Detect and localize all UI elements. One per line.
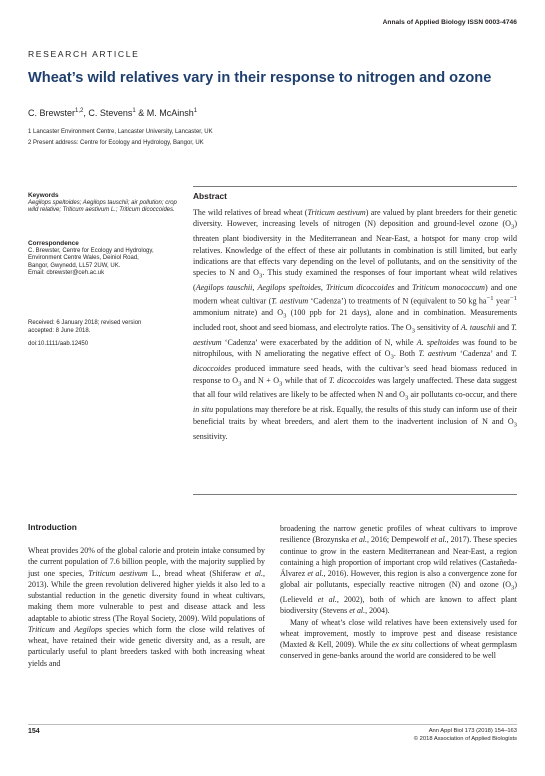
author-separator: ,: [83, 108, 89, 118]
intro-paragraph: Many of wheat’s close wild relatives have been extensively used for wheat improvement, mostly to improve pest and disease resistance (Maxted & Kell, 2009). While the ex situ collections of wheat germplasm conserved in gene-banks around the world are considered to be well: [280, 617, 517, 661]
footer-rule: [28, 724, 517, 725]
author-list: [28, 108, 197, 118]
author-link[interactable]: C. Stevens: [88, 108, 133, 118]
author-affiliation-marker: 1: [193, 108, 198, 114]
correspondence-line: Bangor, Gwynedd, LL57 2UW, UK.: [28, 262, 121, 269]
doi-link[interactable]: doi:10.1111/aab.12450: [28, 341, 89, 348]
author-separator: &: [135, 108, 147, 118]
section-label: RESEARCH ARTICLE: [28, 49, 140, 59]
correspondence-email[interactable]: Email: cbrewster@ceh.ac.uk: [28, 270, 105, 277]
abstract-heading: Abstract: [193, 191, 227, 201]
intro-paragraph: Wheat provides 20% of the global calorie and protein intake consumed by the current population of 7.6 billion people, with the majority supplied by just one species, Triticum aestivum L., bread wheat (Shiferaw et al., 2013). While the green revolution delivered higher yields it also led to a substantial reduction in the genetic diversity found in wheat cultivars, making them more vulnerable to pest and disease attack and less adaptable to abiotic stress (The Royal Society, 2009). Wild populations of Triticum and Aegilops species which form the close wild relatives of wheat, have retained their wide genetic diversity and, as a result, are particularly useful to plant breeders tasked with both increasing wheat yields and: [28, 546, 265, 668]
author-affiliation-marker: 1: [132, 108, 136, 114]
correspondence-heading: Correspondence: [28, 240, 79, 247]
affiliation-1: 1 Lancaster Environment Centre, Lancaster University, Lancaster, UK: [28, 129, 213, 135]
correspondence-line: Environment Centre Wales, Deiniol Road,: [28, 255, 139, 262]
introduction-heading: Introduction: [28, 522, 77, 532]
received-line: accepted: 8 June 2018.: [28, 327, 91, 334]
affiliation-2: 2 Present address: Centre for Ecology and Hydrology, Bangor, UK: [28, 140, 204, 146]
citation-text: Ann Appl Biol 173 (2018) 154–163: [428, 728, 517, 734]
author-link[interactable]: C. Brewster: [28, 108, 76, 118]
page-number: 154: [28, 728, 40, 735]
footer-citation: [414, 728, 517, 743]
keywords-text: Aegilops speltoides; Aegilops tauschii; air pollution; crop wild relative; Triticum aestivum L.; Triticum dicoccoides.: [28, 199, 177, 214]
article-title: Wheat’s wild relatives vary in their response to nitrogen and ozone: [28, 70, 492, 86]
correspondence-block: [28, 240, 178, 278]
journal-header: Annals of Applied Biology ISSN 0003-4746: [382, 19, 517, 26]
keywords-heading: Keywords: [28, 192, 59, 199]
intro-column-left: [28, 545, 265, 669]
correspondence-line: C. Brewster, Centre for Ecology and Hydrology,: [28, 247, 154, 254]
received-line: Received: 6 January 2018; revised version: [28, 320, 142, 326]
keywords-block: [28, 192, 178, 215]
author-link[interactable]: M. McAinsh: [146, 108, 194, 118]
author-affiliation-marker: 1,2: [75, 108, 84, 114]
abstract-text: The wild relatives of bread wheat (Triticum aestivum) are valued by plant breeders for their genetic diversity. However, increasing levels of nitrogen (N) deposition and ground-level ozone $(O_3)$ threaten plant biodiversity in the Mediterranean and Near-East, a hotspot for many crop wild relatives. Knowledge of the effect of these air pollutants in combination is still limited, but early indications are that effects vary depending on the level of pollutants, and on the sensitivity of the species to N and $O_3$. This study examined the responses of four important wheat wild relatives (Aegilops tauschii, Aegilops speltoides, Triticum dicoccoides and Triticum monococcum) and one modern wheat cultivar (T. aestivum ‘Cadenza’) to treatments of N (equivalent to 50 kg $ha^{-1}$ year$^{-1}$ ammonium nitrate) and $O_3$ (100 ppb for 21 days), alone and in combination. Measurements included root, shoot and seed biomass, and electrolyte ratios. The $O_3$ sensitivity of A. tauschii and T. aestivum ‘Cadenza’ were exacerbated by the addition of N, while A. speltoides was found to be nitrophilous, with N ameliorating the negative effect of $O_3$. Both T. aestivum ‘Cadenza’ and T. dicoccoides produced immature seed heads, with the cultivar’s seed head biomass reduced in response to $O_3$ and $N + O_3$ while that of T. dicoccoides was largely unaffected. These data suggest that all four wild relatives are likely to be affected when N and $O_3$ air pollutants co-occur, and there in situ populations may therefore be at risk. Equally, the results of this study can inform use of their beneficial traits by wheat breeders, and alert them to the inadvertent inclusion of N and $O_3$ sensitivity.: [193, 208, 518, 441]
copyright-text: © 2018 Association of Applied Biologists: [413, 735, 517, 742]
intro-column-right: [280, 523, 517, 662]
abstract-top-rule: [193, 186, 517, 187]
abstract-bottom-rule: [193, 494, 517, 495]
intro-paragraph: broadening the narrow genetic profiles of wheat cultivars to improve resilience (Brozynska et al., 2016; Dempewolf et al., 2017). These species continue to grow in the eastern Mediterranean and Near-East, a region containing a high proportion of important crop wild relatives (Castañeda-Álvarez et al., 2016). However, this region is also a convergence zone for global air pollutants, especially reactive nitrogen (N) and ozone $(O_3)$ (Lelieveld et al., 2002), both of which are known to affect plant biodiversity (Stevens et al., 2004).: [280, 524, 517, 616]
received-block: [28, 320, 178, 349]
